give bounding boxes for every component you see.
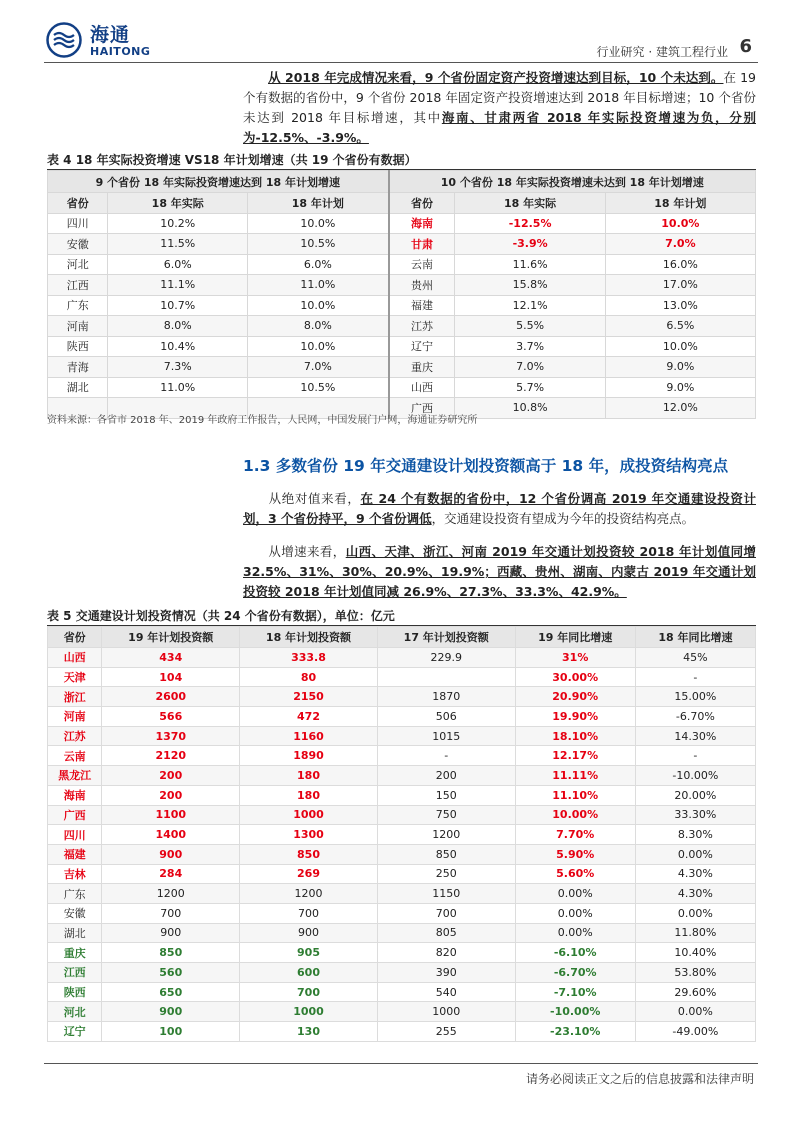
table-row (48, 707, 756, 727)
table-cell: 229.9 (377, 648, 515, 668)
table-cell: 2120 (102, 746, 240, 766)
table-cell: 180 (240, 766, 378, 786)
table-cell: 6.5% (605, 316, 755, 337)
table-cell: 1000 (240, 1002, 378, 1022)
table-row (48, 1022, 756, 1042)
table-row (48, 825, 756, 845)
intro-bold-lead: 从 2018 年完成情况来看，9 个省份固定资产投资增速达到目标，10 个未达到。 (268, 70, 724, 85)
table-cell: 1160 (240, 726, 378, 746)
table-cell: 700 (240, 903, 378, 923)
table-cell: 6.0% (248, 254, 389, 275)
table-cell: 180 (240, 785, 378, 805)
table-cell: 福建 (48, 844, 102, 864)
table-cell: 8.0% (108, 316, 248, 337)
table-cell: 安徽 (48, 234, 108, 255)
table-cell: 900 (102, 923, 240, 943)
table4-source: 资料来源：各省市 2018 年、2019 年政府工作报告，人民网，中国发展门户网，海通证券研究所 (47, 415, 478, 426)
table-cell: 130 (240, 1022, 378, 1042)
table-cell: 11.10% (515, 785, 635, 805)
header-divider (44, 62, 758, 63)
table-cell: -12.5% (455, 213, 605, 234)
table-cell: 10.0% (605, 336, 755, 357)
table-cell: 905 (240, 943, 378, 963)
table-cell: -7.10% (515, 982, 635, 1002)
table-cell: 山西 (389, 377, 455, 398)
table-cell: 辽宁 (48, 1022, 102, 1042)
table-row (48, 213, 756, 234)
table-cell: 250 (377, 864, 515, 884)
para3-lead: 从增速来看， (268, 544, 346, 559)
table-cell: 1370 (102, 726, 240, 746)
table-cell: 10.0% (248, 336, 389, 357)
table-cell: 10.7% (108, 295, 248, 316)
table-cell: 700 (377, 903, 515, 923)
table-cell: 12.1% (455, 295, 605, 316)
table-cell: 269 (240, 864, 378, 884)
table-cell: 45% (635, 648, 755, 668)
table-cell: 472 (240, 707, 378, 727)
table-cell: 7.0% (248, 357, 389, 378)
table-cell: 福建 (389, 295, 455, 316)
table-row (48, 844, 756, 864)
table-cell: 29.60% (635, 982, 755, 1002)
para2-bold: 在 24 个有数据的省份中，12 个省份调高 2019 年交通建设投资计划，3 个省份持平，9 个省份调低 (243, 491, 756, 526)
table-cell: 山西 (48, 648, 102, 668)
table-cell: 11.11% (515, 766, 635, 786)
table-cell: 贵州 (389, 275, 455, 296)
para2-tail: ，交通建设投资有望成为今年的投资结构亮点。 (431, 511, 695, 526)
table-row (48, 785, 756, 805)
table-cell: 0.00% (515, 903, 635, 923)
table-cell: 天津 (48, 667, 102, 687)
table-cell: 8.0% (248, 316, 389, 337)
table-cell: 1200 (240, 884, 378, 904)
table-cell: 吉林 (48, 864, 102, 884)
table-cell: 10.2% (108, 213, 248, 234)
table-row (48, 903, 756, 923)
table4-group-header (48, 171, 756, 193)
table-cell: 15.00% (635, 687, 755, 707)
table-cell: 150 (377, 785, 515, 805)
table-cell: 31% (515, 648, 635, 668)
paragraph-absolute-values (243, 489, 756, 529)
table-cell: 8.30% (635, 825, 755, 845)
table-cell: 0.00% (515, 884, 635, 904)
table-cell: 900 (102, 844, 240, 864)
table-cell: 甘肃 (389, 234, 455, 255)
para2-lead: 从绝对值来看， (268, 491, 361, 506)
table-cell: -49.00% (635, 1022, 755, 1042)
table-cell: 1300 (240, 825, 378, 845)
table-cell: 600 (240, 963, 378, 983)
table-row (48, 884, 756, 904)
table-cell: 80 (240, 667, 378, 687)
table-cell: 云南 (48, 746, 102, 766)
table-cell: 850 (377, 844, 515, 864)
table-cell: 20.90% (515, 687, 635, 707)
page-number: 6 (739, 36, 752, 57)
table4-title: 表 4 18 年实际投资增速 VS18 年计划增速（共 19 个省份有数据） (47, 153, 417, 167)
intro-bold-tail: 海南、甘肃两省 2018 年实际投资增速为负，分别为-12.5%、-3.9%。 (243, 110, 756, 145)
table-cell: 560 (102, 963, 240, 983)
table-cell: 33.30% (635, 805, 755, 825)
table-cell: 1200 (102, 884, 240, 904)
table-cell: 566 (102, 707, 240, 727)
table-cell: 200 (102, 785, 240, 805)
table-cell: 10.8% (455, 398, 605, 419)
table-row (48, 295, 756, 316)
table-row (48, 648, 756, 668)
table-cell: 104 (102, 667, 240, 687)
haitong-logo-icon (46, 22, 82, 58)
table-cell: 7.3% (108, 357, 248, 378)
column-header: 省份 (389, 193, 455, 214)
table-cell: 9.0% (605, 377, 755, 398)
table-cell: 江苏 (389, 316, 455, 337)
table-cell: 390 (377, 963, 515, 983)
table-row (48, 357, 756, 378)
table-row (48, 1002, 756, 1022)
table5-title: 表 5 交通建设计划投资情况（共 24 个省份有数据），单位：亿元 (47, 609, 395, 623)
table-cell: 10.0% (248, 295, 389, 316)
column-header: 18 年计划 (248, 193, 389, 214)
table-cell: 4.30% (635, 884, 755, 904)
table-cell: - (635, 667, 755, 687)
table-cell: 3.7% (455, 336, 605, 357)
table-cell: 11.1% (108, 275, 248, 296)
table-cell: 浙江 (48, 687, 102, 707)
table-cell: 河北 (48, 254, 108, 275)
table-cell: 200 (377, 766, 515, 786)
table-row (48, 336, 756, 357)
table-cell: 5.60% (515, 864, 635, 884)
table-cell: 19.90% (515, 707, 635, 727)
table-cell: 15.8% (455, 275, 605, 296)
paragraph-growth-rates (243, 542, 756, 602)
table-cell: 四川 (48, 825, 102, 845)
table-cell: 1890 (240, 746, 378, 766)
table-cell: 18.10% (515, 726, 635, 746)
table-cell: 安徽 (48, 903, 102, 923)
table-row (48, 275, 756, 296)
column-header: 19 年计划投资额 (102, 627, 240, 648)
table-row (48, 963, 756, 983)
table-row (48, 943, 756, 963)
table-row (48, 316, 756, 337)
column-header: 18 年计划投资额 (240, 627, 378, 648)
table-cell: 1150 (377, 884, 515, 904)
table-row (48, 254, 756, 275)
table-row (48, 726, 756, 746)
table-cell: 1400 (102, 825, 240, 845)
footer-divider (44, 1063, 758, 1064)
column-header: 17 年计划投资额 (377, 627, 515, 648)
table-row (48, 687, 756, 707)
table-cell: 700 (240, 982, 378, 1002)
table-cell: 10.0% (605, 213, 755, 234)
table-cell: 100 (102, 1022, 240, 1042)
table-cell: 10.40% (635, 943, 755, 963)
report-category: 行业研究 · 建筑工程行业 (596, 45, 728, 59)
table-cell: 1015 (377, 726, 515, 746)
legal-notice: 请务必阅读正文之后的信息披露和法律声明 (525, 1072, 754, 1086)
para3-bold: 山西、天津、浙江、河南 2019 年交通计划投资较 2018 年计划值同增 32.5%、31%、30%、20.9%、19.9%；西藏、贵州、湖南、内蒙古 2019 年交通计划投资较 2018 年计划值同减 26.9%、27.3%、33.3%、42.9%。 (243, 544, 756, 599)
table-cell: 广西 (48, 805, 102, 825)
table-cell: 333.8 (240, 648, 378, 668)
table-cell: 广西 (389, 398, 455, 419)
table-cell: 5.90% (515, 844, 635, 864)
table-cell: 11.80% (635, 923, 755, 943)
table-cell: 广东 (48, 295, 108, 316)
table-cell: 16.0% (605, 254, 755, 275)
table-cell: -6.70% (635, 707, 755, 727)
table-cell: 540 (377, 982, 515, 1002)
table-cell: 2600 (102, 687, 240, 707)
table4-left-group-header: 9 个省份 18 年实际投资增速达到 18 年计划增速 (48, 171, 389, 193)
table-cell: 12.0% (605, 398, 755, 419)
table-cell: 江西 (48, 963, 102, 983)
table-cell: 10.5% (248, 377, 389, 398)
table-cell: 9.0% (605, 357, 755, 378)
table-cell: 广东 (48, 884, 102, 904)
table-cell: 1000 (240, 805, 378, 825)
table-row (48, 746, 756, 766)
table-row (48, 864, 756, 884)
table4 (47, 170, 756, 419)
table-cell: 湖北 (48, 377, 108, 398)
table-cell: 5.5% (455, 316, 605, 337)
table-cell: 255 (377, 1022, 515, 1042)
table-row (48, 377, 756, 398)
table-cell: 2150 (240, 687, 378, 707)
table-cell: -6.10% (515, 943, 635, 963)
table-cell: 陕西 (48, 336, 108, 357)
table-cell: 284 (102, 864, 240, 884)
table-cell: -3.9% (455, 234, 605, 255)
table-row (48, 982, 756, 1002)
table-cell: 14.30% (635, 726, 755, 746)
table-cell: 850 (102, 943, 240, 963)
table-cell: 0.00% (635, 903, 755, 923)
table-cell: 434 (102, 648, 240, 668)
column-header: 19 年同比增速 (515, 627, 635, 648)
table-row (48, 667, 756, 687)
table-cell: 650 (102, 982, 240, 1002)
table-cell: 7.0% (455, 357, 605, 378)
table-cell: 900 (240, 923, 378, 943)
table-cell: 江西 (48, 275, 108, 296)
page-header (0, 0, 802, 62)
table-cell: 30.00% (515, 667, 635, 687)
table-cell: 海南 (389, 213, 455, 234)
table-cell: 10.0% (248, 213, 389, 234)
column-header: 18 年实际 (108, 193, 248, 214)
table-cell: 河南 (48, 707, 102, 727)
table-cell: 1000 (377, 1002, 515, 1022)
table-cell: 820 (377, 943, 515, 963)
table-cell: 青海 (48, 357, 108, 378)
table-row (48, 234, 756, 255)
table-cell: 20.00% (635, 785, 755, 805)
table-cell (377, 667, 515, 687)
table-cell: 陕西 (48, 982, 102, 1002)
table-cell: 河北 (48, 1002, 102, 1022)
table-cell: 11.0% (108, 377, 248, 398)
table-cell: 重庆 (389, 357, 455, 378)
section-heading: 1.3 多数省份 19 年交通建设计划投资额高于 18 年，成投资结构亮点 (243, 457, 729, 475)
table-cell: 4.30% (635, 864, 755, 884)
table-row (48, 805, 756, 825)
table-cell: 1870 (377, 687, 515, 707)
table-cell: 850 (240, 844, 378, 864)
table-cell: 53.80% (635, 963, 755, 983)
table-cell: 10.00% (515, 805, 635, 825)
table-row (48, 923, 756, 943)
table-cell: 0.00% (635, 844, 755, 864)
table-cell: 13.0% (605, 295, 755, 316)
table-cell: 12.17% (515, 746, 635, 766)
table-cell: 10.5% (248, 234, 389, 255)
table-cell: 900 (102, 1002, 240, 1022)
table-cell: 6.0% (108, 254, 248, 275)
table-cell: 700 (102, 903, 240, 923)
table-cell: 重庆 (48, 943, 102, 963)
table-cell: 11.0% (248, 275, 389, 296)
table-cell: 江苏 (48, 726, 102, 746)
table-cell: 黑龙江 (48, 766, 102, 786)
table-cell: - (635, 746, 755, 766)
table-cell: 7.70% (515, 825, 635, 845)
table-cell: -10.00% (635, 766, 755, 786)
table-cell: 7.0% (605, 234, 755, 255)
table4-column-header (48, 193, 756, 214)
intro-paragraph (243, 68, 756, 148)
table-cell: 1100 (102, 805, 240, 825)
table-cell: 5.7% (455, 377, 605, 398)
table-cell: - (377, 746, 515, 766)
table-cell: 750 (377, 805, 515, 825)
brand-name-en: HAITONG (90, 45, 151, 58)
table-cell: 506 (377, 707, 515, 727)
table-cell: 805 (377, 923, 515, 943)
column-header: 18 年计划 (605, 193, 755, 214)
table-cell: 云南 (389, 254, 455, 275)
table-cell: 200 (102, 766, 240, 786)
table-cell: -6.70% (515, 963, 635, 983)
table-cell: -10.00% (515, 1002, 635, 1022)
column-header: 省份 (48, 627, 102, 648)
table-cell: 11.5% (108, 234, 248, 255)
table-cell: -23.10% (515, 1022, 635, 1042)
table-cell: 四川 (48, 213, 108, 234)
column-header: 18 年实际 (455, 193, 605, 214)
brand-name-cn: 海通 (90, 24, 131, 46)
table-cell: 湖北 (48, 923, 102, 943)
table-cell: 海南 (48, 785, 102, 805)
table-cell: 17.0% (605, 275, 755, 296)
table-row (48, 766, 756, 786)
table-cell: 1200 (377, 825, 515, 845)
table-cell: 0.00% (515, 923, 635, 943)
intro-body: 在 19 个有数据的省份中，9 个省份 2018 年固定资产投资增速达到 2018 年目标增速；10 个省份未达到 2018 年目标增速，其中 (243, 70, 756, 125)
column-header: 18 年同比增速 (635, 627, 755, 648)
table5 (47, 626, 756, 1042)
column-header: 省份 (48, 193, 108, 214)
table-cell: 河南 (48, 316, 108, 337)
table4-right-group-header: 10 个省份 18 年实际投资增速未达到 18 年计划增速 (389, 171, 756, 193)
table-cell: 辽宁 (389, 336, 455, 357)
table-cell: 11.6% (455, 254, 605, 275)
table5-column-header (48, 627, 756, 648)
table-cell: 10.4% (108, 336, 248, 357)
table-cell: 0.00% (635, 1002, 755, 1022)
